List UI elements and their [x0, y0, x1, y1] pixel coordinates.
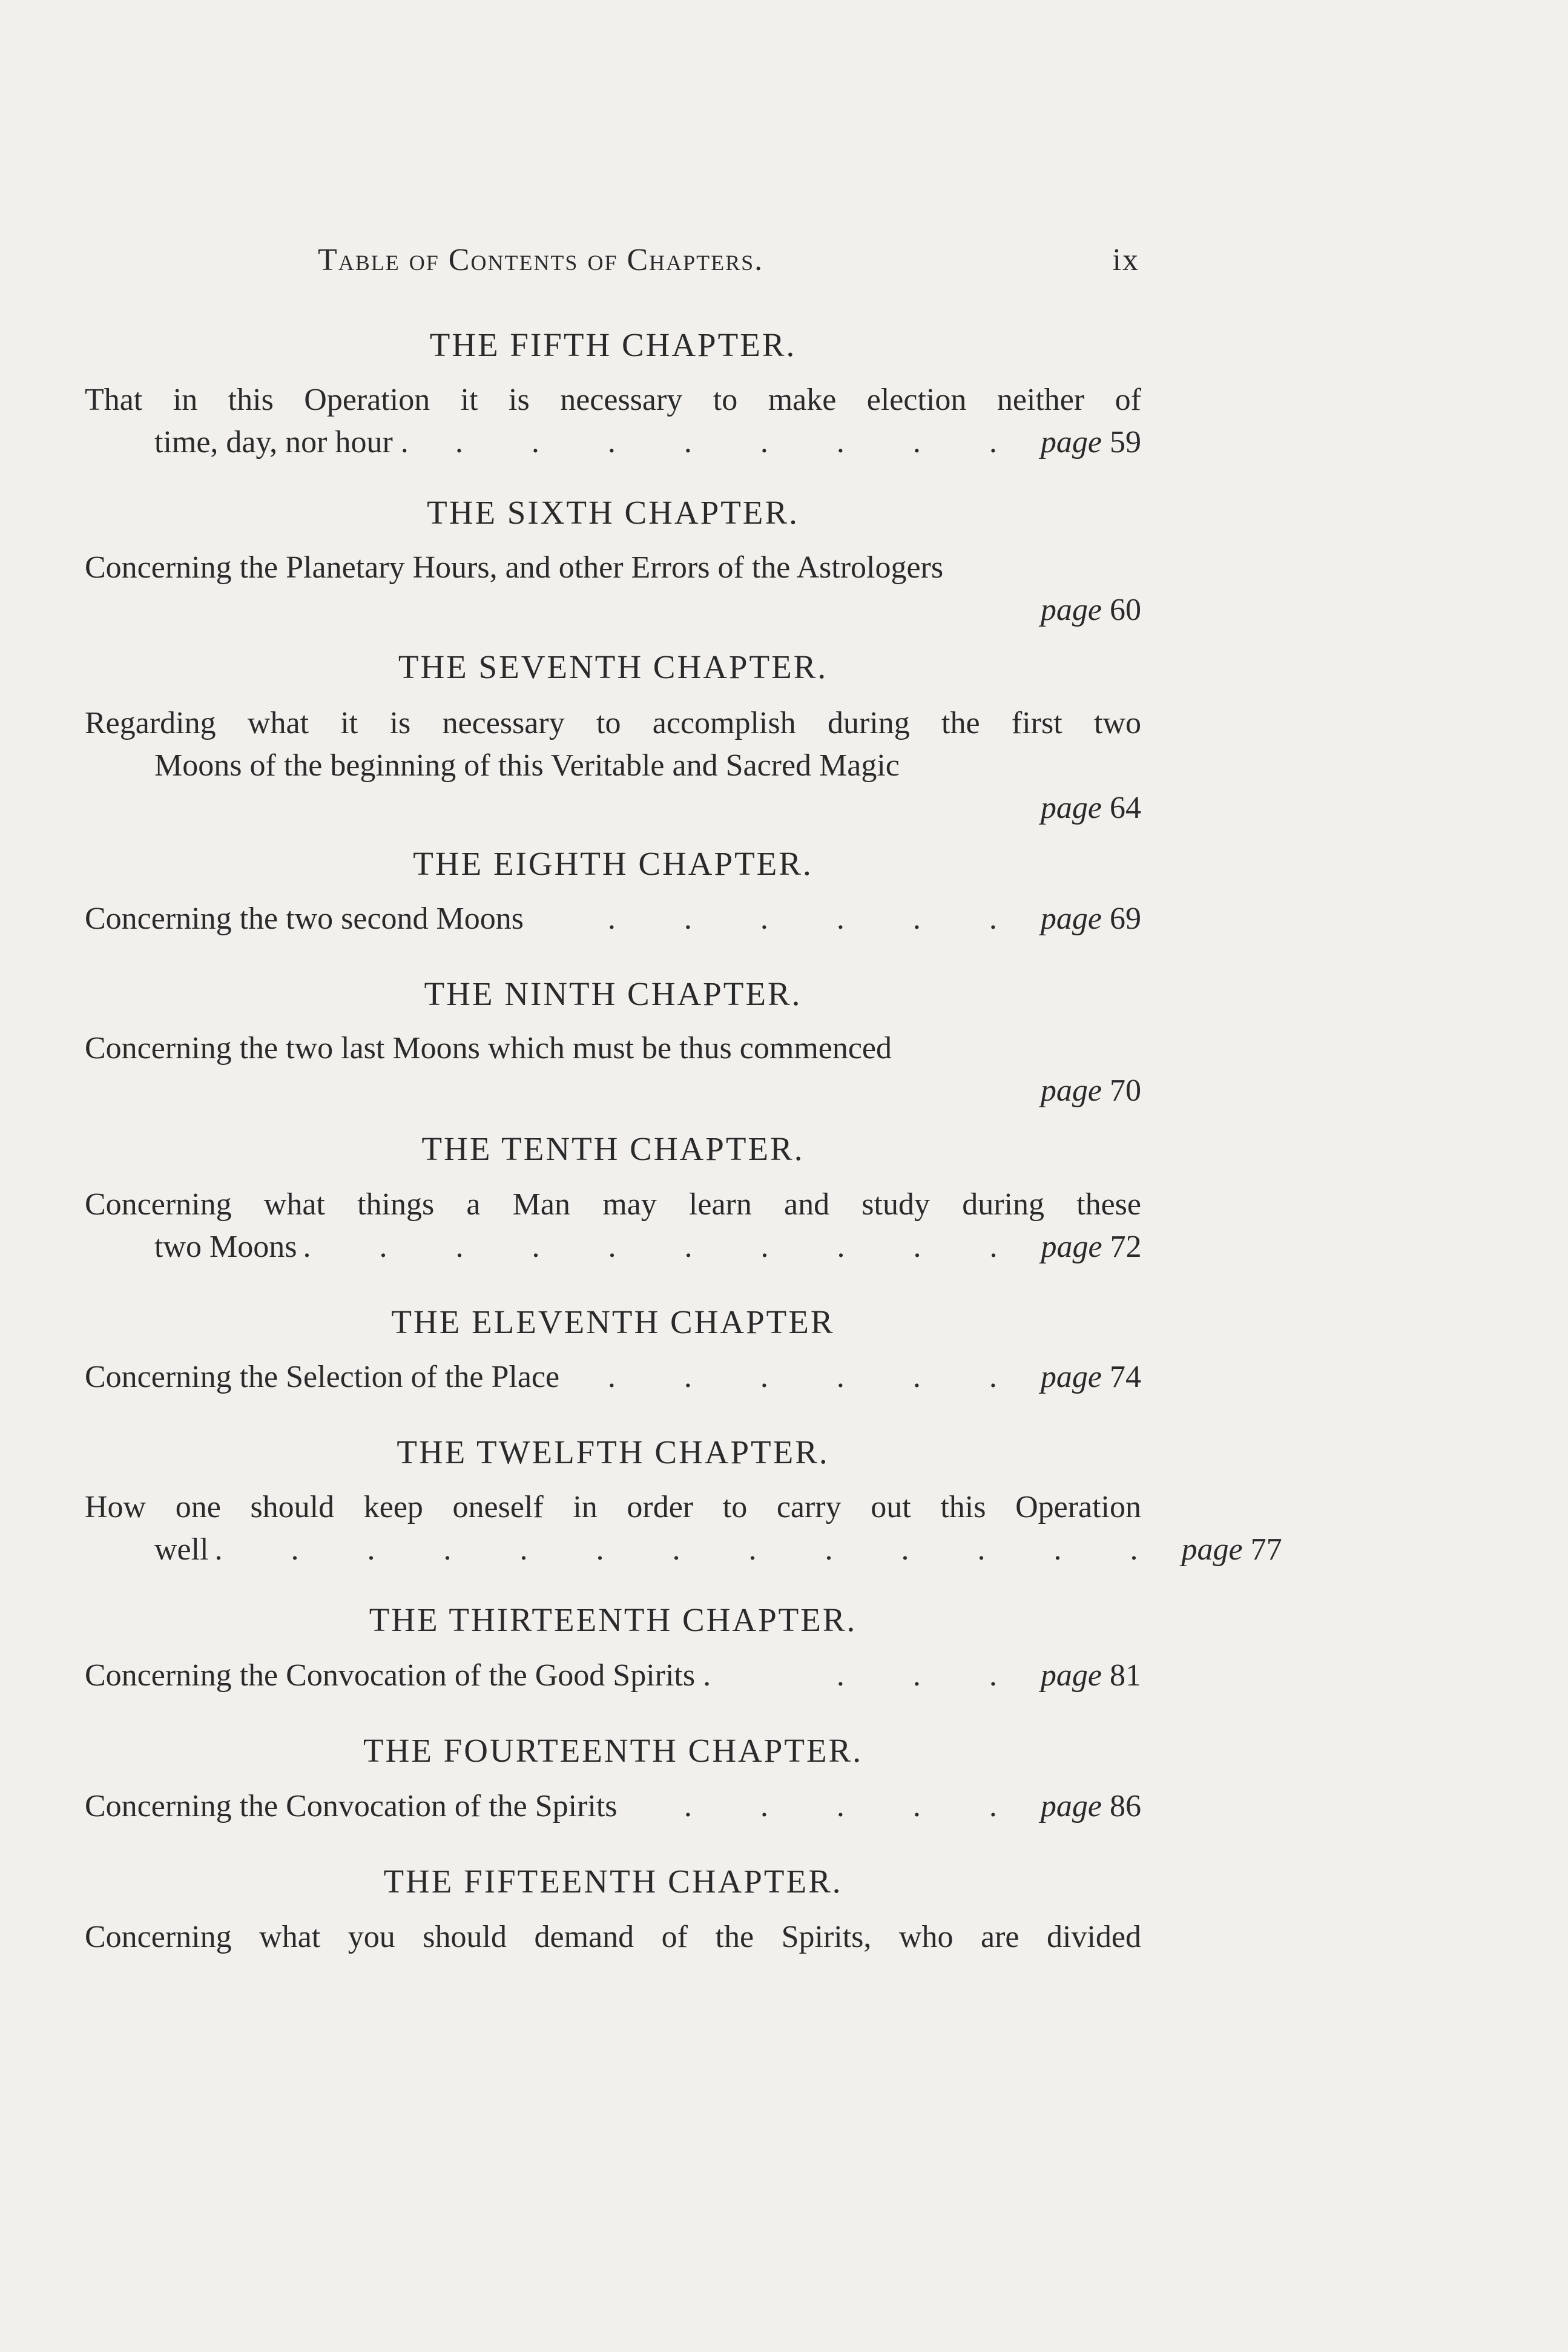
page-label: page	[1040, 425, 1102, 460]
page-number-ref: 72	[1110, 1230, 1142, 1264]
entry-text: time, day, nor hour .	[154, 425, 409, 460]
entry-text: Concerning the Selection of the Place	[85, 1360, 560, 1394]
page-number-ref: 60	[1110, 593, 1141, 627]
dot-leader: . . . . .	[684, 1789, 1027, 1823]
entry-text: Moons of the beginning of this Veritable and Sacred Magic	[154, 748, 900, 783]
page-number-ref: 81	[1110, 1658, 1141, 1693]
page-reference[interactable]	[1041, 791, 1141, 825]
chapter-heading: THE THIRTEENTH CHAPTER.	[369, 1601, 857, 1638]
page-reference[interactable]	[1041, 1785, 1141, 1828]
page-reference[interactable]	[1182, 1529, 1282, 1571]
dot-leader: . . . . . . . . . . . . .	[214, 1532, 1168, 1567]
chapter-heading: THE FOURTEENTH CHAPTER.	[363, 1732, 863, 1769]
entry-text: Concerning the two last Moons which must be thus commenced	[85, 1031, 892, 1066]
page-number-ref: 77	[1250, 1532, 1282, 1567]
page-reference[interactable]	[1041, 898, 1141, 940]
page-reference[interactable]	[1041, 1655, 1141, 1697]
entry-text: Regarding what it is necessary to accomplish during the first two	[85, 706, 1141, 740]
page-reference[interactable]	[1041, 1356, 1141, 1398]
chapter-heading: THE EIGHTH CHAPTER.	[413, 845, 813, 882]
toc-entry[interactable]	[85, 1785, 1141, 1828]
chapter-heading: THE TWELFTH CHAPTER.	[397, 1434, 829, 1471]
entry-text: Concerning the Convocation of the Good Spirits .	[85, 1658, 711, 1693]
page-reference[interactable]	[1041, 1073, 1141, 1108]
dot-leader: . . . . . .	[607, 901, 1027, 936]
toc-entry[interactable]	[85, 379, 1141, 464]
toc-entry[interactable]	[85, 1916, 1141, 1958]
entry-text: Concerning what things a Man may learn and study during these	[85, 1187, 1141, 1222]
page-reference[interactable]	[1041, 1226, 1141, 1268]
toc-entry[interactable]	[85, 1486, 1282, 1571]
entry-text: Concerning the Convocation of the Spirits	[85, 1789, 618, 1823]
entry-text: That in this Operation it is necessary to make election neither of	[85, 383, 1141, 417]
running-title: Table of Contents of Chapters.	[318, 243, 764, 277]
page-label: page	[1040, 791, 1102, 825]
chapter-heading: THE NINTH CHAPTER.	[424, 975, 802, 1012]
chapter-heading: THE ELEVENTH CHAPTER	[391, 1303, 835, 1340]
dot-leader: . . . . . . . . . .	[303, 1230, 1028, 1264]
page-number: ix	[1112, 243, 1139, 277]
toc-entry[interactable]	[85, 1027, 1141, 1112]
toc-entry[interactable]	[85, 1184, 1141, 1268]
toc-entry[interactable]	[85, 702, 1141, 829]
page-reference[interactable]	[1041, 593, 1141, 627]
entry-text: How one should keep oneself in order to carry out this Operation	[85, 1490, 1141, 1524]
page-label: page	[1040, 593, 1102, 627]
page-number-ref: 74	[1110, 1360, 1141, 1394]
page-label: page	[1040, 901, 1102, 936]
dot-leader: . . .	[836, 1658, 1027, 1693]
page-reference[interactable]	[1041, 421, 1141, 464]
running-head	[85, 242, 1139, 291]
page-number-ref: 69	[1110, 901, 1141, 936]
page-label: page	[1040, 1789, 1102, 1823]
chapter-heading: THE TENTH CHAPTER.	[421, 1130, 805, 1167]
toc-entry[interactable]	[85, 547, 1141, 631]
entry-text: Concerning the two second Moons	[85, 901, 524, 936]
page-number-ref: 86	[1110, 1789, 1141, 1823]
page-label: page	[1040, 1360, 1102, 1394]
page-label: page	[1040, 1658, 1102, 1693]
chapter-heading: THE SEVENTH CHAPTER.	[398, 648, 828, 685]
chapter-heading: THE FIFTH CHAPTER.	[429, 326, 797, 363]
page-label: page	[1041, 1230, 1102, 1264]
dot-leader: . . . . . .	[607, 1360, 1027, 1394]
page-label: page	[1040, 1073, 1102, 1108]
entry-text: two Moons	[154, 1230, 297, 1264]
entry-text: Concerning the Planetary Hours, and other Errors of the Astrologers	[85, 550, 944, 585]
chapter-heading: THE SIXTH CHAPTER.	[427, 494, 799, 531]
page-number-ref: 59	[1110, 425, 1141, 460]
entry-text: well	[154, 1532, 209, 1567]
toc-entry[interactable]	[85, 1655, 1141, 1697]
dot-leader: . . . . . . . .	[455, 425, 1027, 460]
page-number-ref: 64	[1110, 791, 1141, 825]
toc-entry[interactable]	[85, 1356, 1141, 1398]
page-label: page	[1181, 1532, 1243, 1567]
toc-entry[interactable]	[85, 898, 1141, 940]
entry-text: Concerning what you should demand of the Spirits, who are divided	[85, 1920, 1141, 1954]
page-number-ref: 70	[1110, 1073, 1141, 1108]
chapter-heading: THE FIFTEENTH CHAPTER.	[383, 1863, 843, 1900]
